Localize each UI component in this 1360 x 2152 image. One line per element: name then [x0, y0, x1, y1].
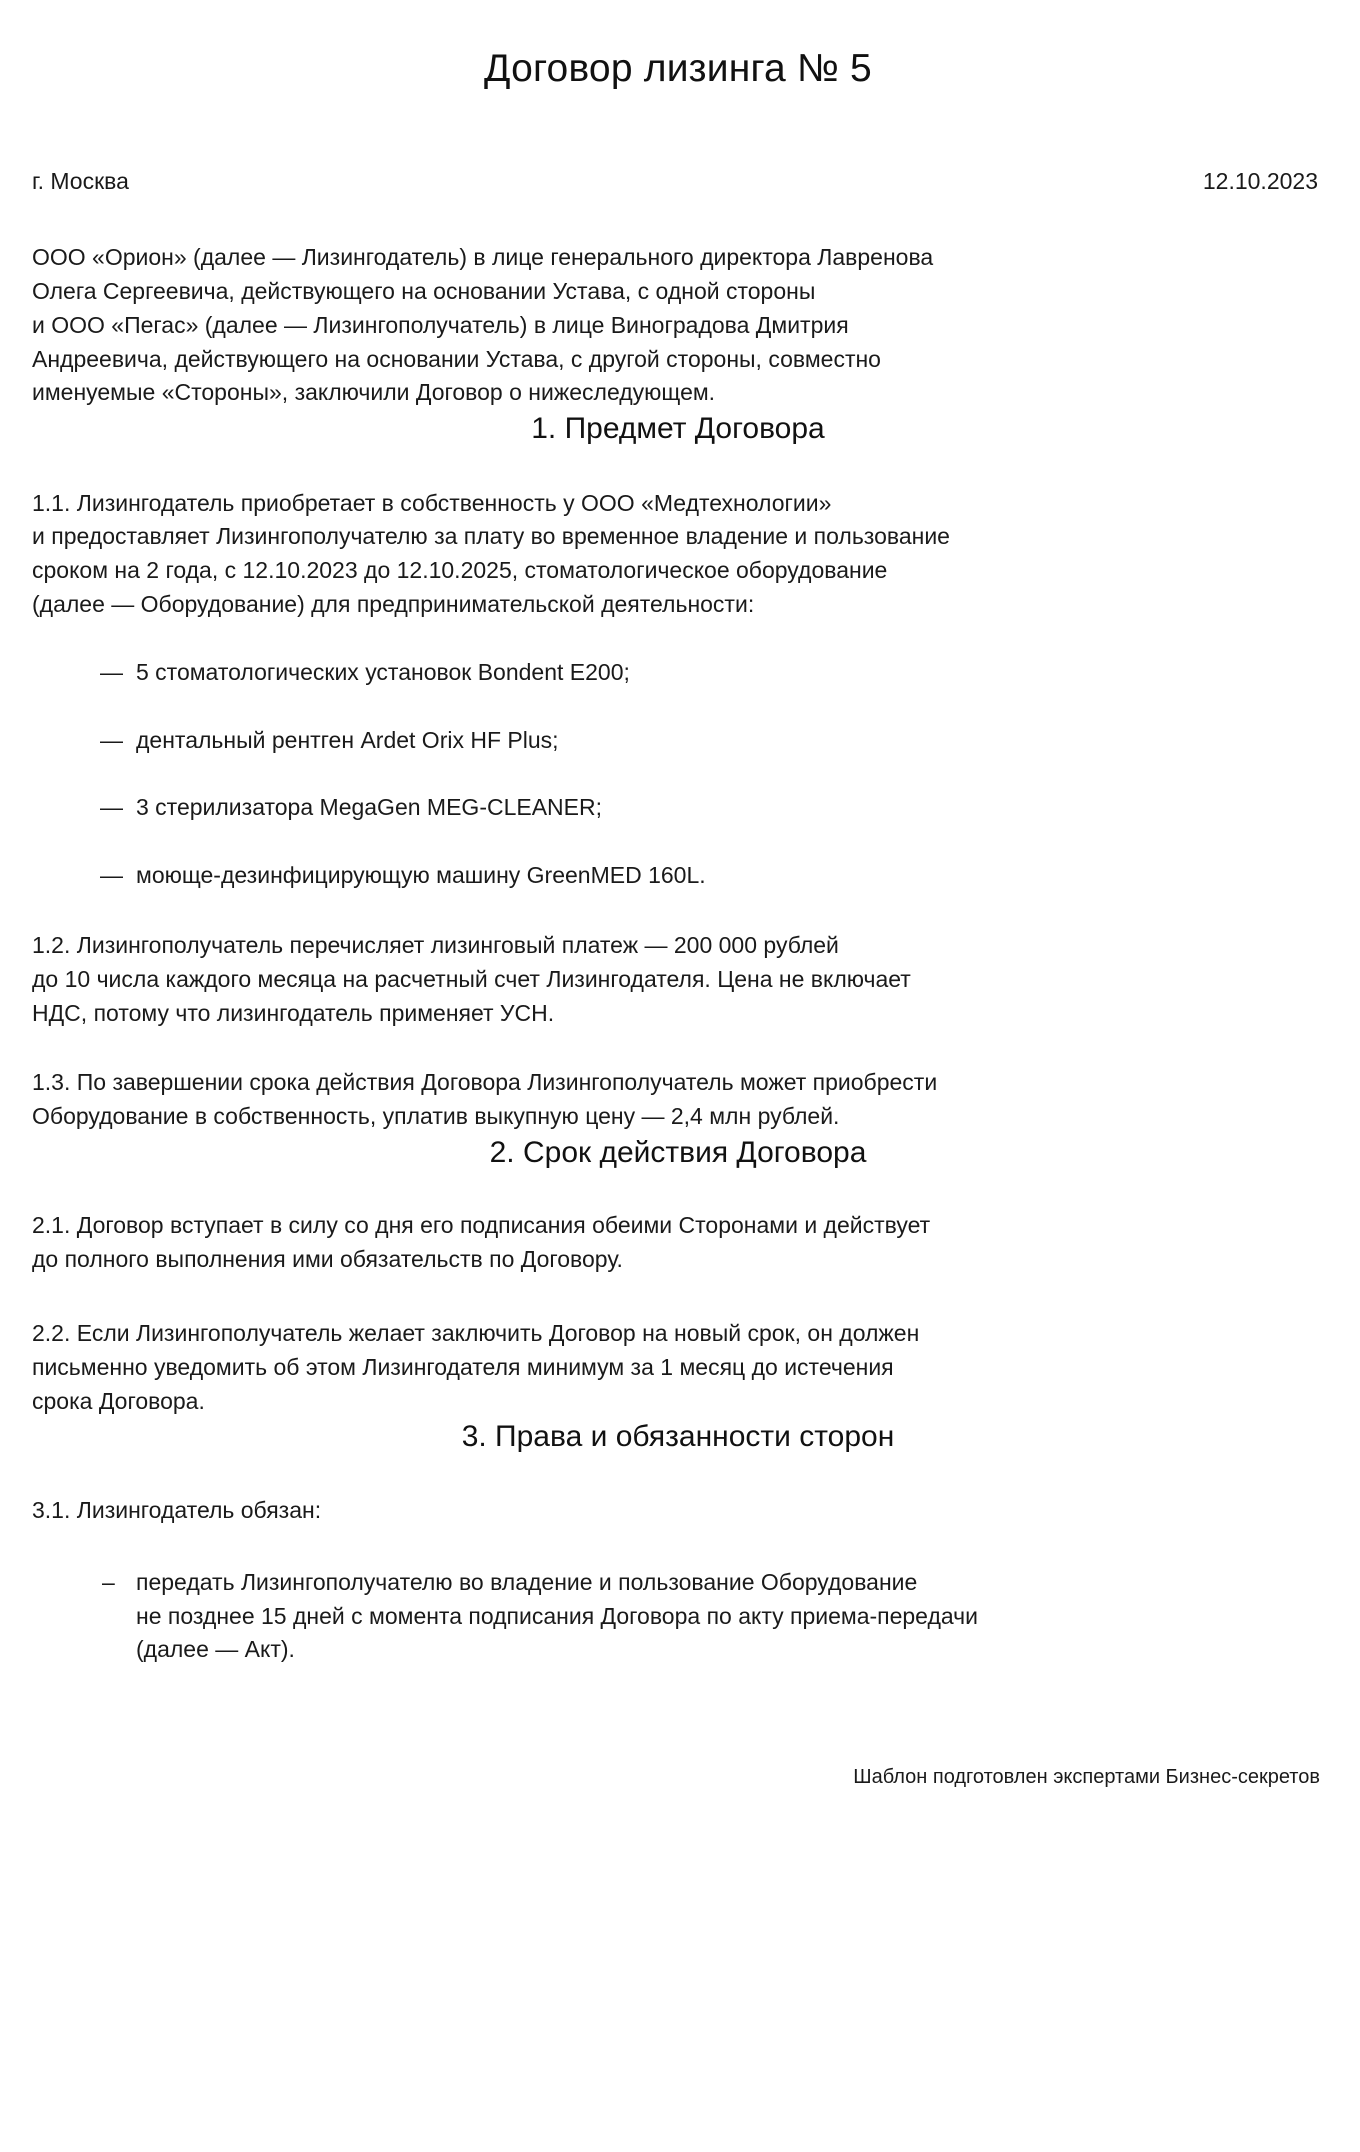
city-label: г. Москва [32, 167, 129, 194]
preamble-line-2: Олега Сергеевича, действующего на основании Устава, с одной стороны [32, 277, 816, 304]
clause-1-2-line-2: до 10 числа каждого месяца на расчетный счет Лизингодателя. Цена не включает [32, 965, 911, 992]
clause-2-2-line-2: письменно уведомить об этом Лизингодателя минимум за 1 месяц до истечения [32, 1353, 894, 1380]
section-heading-1: 1. Предмет Договора [531, 412, 825, 446]
equipment-list-wrapper [32, 656, 1324, 893]
em-dash-icon: — [100, 658, 123, 685]
list-item [32, 724, 1324, 758]
list-item [32, 859, 1324, 893]
en-dash-icon: – [102, 1568, 115, 1595]
clause-1-1-line-1: 1.1. Лизингодатель приобретает в собственность у ООО «Медтехнологии» [32, 489, 832, 516]
preamble-line-3: и ООО «Пегас» (далее — Лизингополучатель) в лице Виноградова Дмитрия [32, 311, 849, 338]
equipment-item-label: моюще-дезинфицирующую машину GreenMED 160L. [136, 862, 706, 889]
preamble-paragraph [32, 241, 1324, 410]
section-heading-2: 2. Срок действия Договора [489, 1135, 867, 1169]
equipment-item-label: 3 стерилизатора MegaGen MEG-CLEANER; [136, 794, 603, 821]
clause-2-2-line-1: 2.2. Если Лизингополучатель желает заключить Договор на новый срок, он должен [32, 1320, 920, 1347]
lessor-duties-list [32, 1566, 1324, 1667]
duty-item-line-3: (далее — Акт). [136, 1636, 295, 1663]
clause-2-1-line-1: 2.1. Договор вступает в силу со дня его подписания обеими Сторонами и действует [32, 1212, 931, 1239]
clause-1-3-line-2: Оборудование в собственность, уплатив выкупную цену — 2,4 млн рублей. [32, 1103, 840, 1130]
document-meta-row [32, 165, 1324, 198]
em-dash-icon: — [100, 862, 123, 889]
list-item [32, 791, 1324, 825]
list-item [32, 656, 1324, 690]
duty-item-line-1: передать Лизингополучателю во владение и пользование Оборудование [136, 1568, 918, 1595]
duty-item-line-2: не позднее 15 дней с момента подписания Договора по акту приема-передачи [136, 1602, 979, 1629]
preamble-line-4: Андреевича, действующего на основании Устава, с другой стороны, совместно [32, 345, 881, 372]
clause-1-2-line-3: НДС, потому что лизингодатель применяет УСН. [32, 999, 555, 1026]
date-label: 12.10.2023 [1202, 167, 1318, 194]
clause-1-3 [32, 1066, 1324, 1134]
preamble-line-1: ООО «Орион» (далее — Лизингодатель) в лице генерального директора Лавренова [32, 244, 934, 271]
page-title: Договор лизинга № 5 [484, 47, 872, 90]
clause-1-1-line-4: (далее — Оборудование) для предпринимательской деятельности: [32, 591, 755, 618]
section-heading-3: 3. Права и обязанности сторон [461, 1420, 895, 1454]
clause-1-3-line-1: 1.3. По завершении срока действия Договора Лизингополучатель может приобрести [32, 1069, 938, 1096]
clause-2-2 [32, 1317, 1324, 1418]
clause-3-1-intro: 3.1. Лизингодатель обязан: [32, 1496, 322, 1523]
footer-note: Шаблон подготовлен экспертами Бизнес-секретов [853, 1766, 1320, 1789]
clause-1-1-line-2: и предоставляет Лизингополучателю за плату во временное владение и пользование [32, 523, 950, 550]
preamble-line-5: именуемые «Стороны», заключили Договор о нижеследующем. [32, 379, 716, 406]
equipment-list [32, 656, 1324, 893]
clause-1-2 [32, 929, 1324, 1030]
equipment-item-label: 5 стоматологических установок Bondent E200; [136, 658, 630, 685]
clause-1-1 [32, 487, 1324, 622]
clause-2-1 [32, 1209, 1324, 1277]
equipment-item-label: дентальный рентген Ardet Orix HF Plus; [136, 726, 559, 753]
em-dash-icon: — [100, 726, 123, 753]
clause-1-2-line-1: 1.2. Лизингополучатель перечисляет лизинговый платеж — 200 000 рублей [32, 932, 839, 958]
clause-2-1-line-2: до полного выполнения ими обязательств по Договору. [32, 1246, 623, 1273]
list-item [32, 1566, 1324, 1667]
clause-2-2-line-3: срока Договора. [32, 1387, 205, 1414]
em-dash-icon: — [100, 794, 123, 821]
clause-1-1-line-3: сроком на 2 года, с 12.10.2023 до 12.10.2025, стоматологическое оборудование [32, 557, 888, 584]
